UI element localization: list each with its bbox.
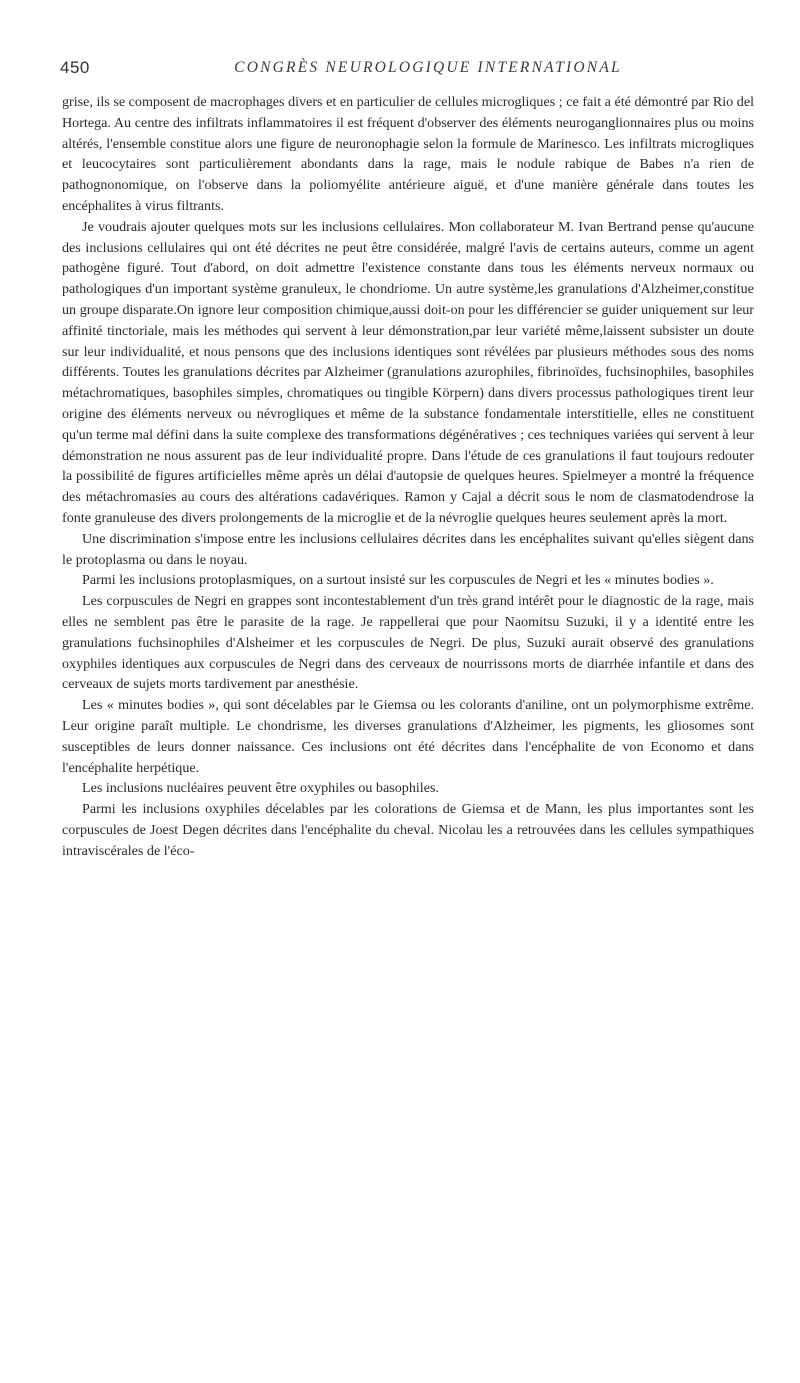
document-page [62, 58, 754, 861]
paragraph: grise, ils se composent de macrophages divers et en particulier de cellules microgliques ; ce fait a été démontré par Rio del Hortega. Au centre des infiltrats inflammatoires il est fréquent d'observer des éléments neuroganglionnaires plus ou moins altérés, l'ensemble constitue alors une figure de neuronophagie selon la formule de Marinesco. Les infiltrats microgliques et leucocytaires sont particulièrement abondants dans la rage, mais le nodule rabique de Babes n'a rien de pathognonomique, on l'observe dans la poliomyélite antérieure aiguë, et d'une manière générale dans toutes les encéphalites à virus filtrants. [62, 94, 754, 214]
running-header [62, 58, 754, 84]
paragraph: Parmi les inclusions oxyphiles décelables par les colorations de Giemsa et de Mann, les plus importantes sont les corpuscules de Joest Degen décrites dans l'encéphalite du cheval. Nicolau les a retrouvées dans les cellules sympathiques intraviscérales de l'éco- [62, 801, 754, 859]
page-number: 450 [60, 58, 90, 77]
paragraph: Les inclusions nucléaires peuvent être oxyphiles ou basophiles. [82, 780, 439, 797]
paragraph: Je voudrais ajouter quelques mots sur les inclusions cellulaires. Mon collaborateur M. Ivan Bertrand pense qu'aucune des inclusions cellulaires qui ont été décrites ne peut être considérée, malgré l'avis de certains auteurs, comme un agent pathogène figuré. Tout d'abord, on doit admettre l'existence constante dans tous les éléments nerveux normaux ou pathologiques d'un important système granuleux, le chondriome. Un autre système,les granulations d'Alzheimer,constitue un groupe disparate.On ignore leur composition chimique,aussi doit-on pour les différencier se guider uniquement sur leur affinité tinctoriale, mais les méthodes qui servent à leur démonstration,par leur variété même,laissent subsister un doute sur leur individualité, et nous pensons que des inclusions identiques sont révélées par plusieurs méthodes sous des noms différents. Toutes les granulations décrites par Alzheimer (granulations azurophiles, fibrinoïdes, fuchsinophiles, basophiles métachromatiques, basophiles simples, chromatiques ou tingible Körpern) dans divers processus pathologiques tirent leur origine des éléments nerveux ou névrogliques et même de la substance fondamentale interstitielle, elles ne constituent qu'un terme mal défini dans la suite complexe des transformations dégénératives ; ces techniques variées qui servent à leur démonstration ne nous assurent pas de leur individualité propre. Dans l'étude de ces granulations il faut toujours redouter la possibilité de figures artificielles même après un délai d'autopsie de quelques heures. Spielmeyer a montré la fréquence des métachromasies au cours des altérations cadavériques. Ramon y Cajal a décrit sous le nom de clasmatodendrose la fonte granuleuse des divers prolongements de la microglie et de la névroglie quelques heures seulement après la mort. [62, 218, 754, 526]
paragraph: Les « minutes bodies », qui sont décelables par le Giemsa ou les colorants d'aniline, ont un polymorphisme extrême. Leur origine paraît multiple. Le chondrisme, les diverses granulations d'Alzheimer, les pigments, les gliosomes sont susceptibles de leurs donner naissance. Ces inclusions ont été décrites dans l'encéphalite de von Economo et dans l'encéphalite herpétique. [62, 697, 754, 776]
paragraph: Les corpuscules de Negri en grappes sont incontestablement d'un très grand intérêt pour le diagnostic de la rage, mais elles ne semblent pas être le parasite de la rage. Je rappellerai que pour Naomitsu Suzuki, il y a identité entre les granulations fuchsinophiles d'Alsheimer et les corpuscules de Negri. De plus, Suzuki aurait observé des granulations oxyphiles identiques aux corpuscules de Negri dans des cerveaux de nourrissons morts de diarrhée infantile et dans des cerveaux de sujets morts tardivement par anesthésie. [62, 593, 754, 693]
running-title: CONGRÈS NEUROLOGIQUE INTERNATIONAL [234, 59, 622, 76]
paragraph: Une discrimination s'impose entre les inclusions cellulaires décrites dans les encéphalites suivant qu'elles siègent dans le protoplasma ou dans le noyau. [62, 530, 754, 568]
body-text [62, 92, 754, 861]
paragraph: Parmi les inclusions protoplasmiques, on a surtout insisté sur les corpuscules de Negri et les « minutes bodies ». [82, 572, 714, 589]
